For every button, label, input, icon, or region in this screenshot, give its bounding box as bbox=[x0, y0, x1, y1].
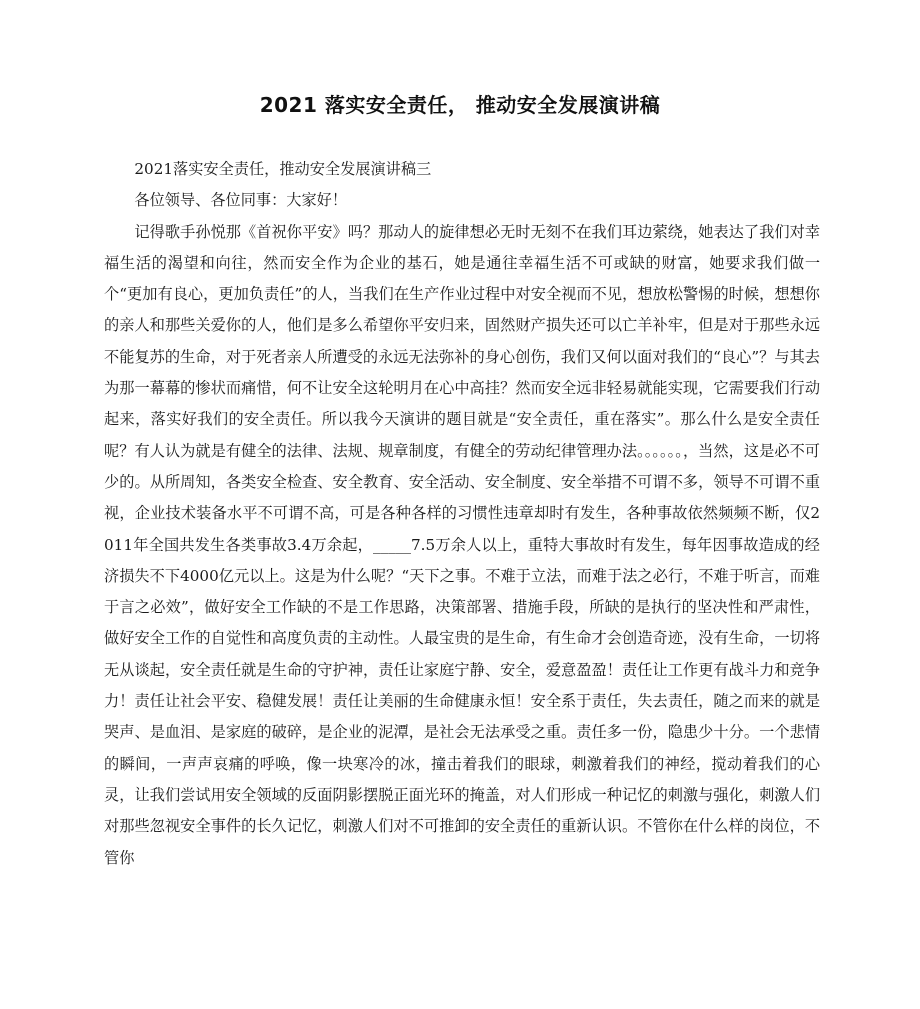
greeting-paragraph: 各位领导、各位同事：大家好！ bbox=[134, 191, 348, 210]
document-title: 2021 落实安全责任， 推动安全发展演讲稿 bbox=[259, 93, 661, 117]
document-body bbox=[104, 154, 820, 874]
subtitle-paragraph: 2021落实安全责任，推动安全发展演讲稿三 bbox=[134, 160, 432, 178]
speech-paragraph: 记得歌手孙悦那《首祝你平安》吗？那动人的旋律想必无时无刻不在我们耳边萦绕，她表达了我们对幸福生活的渴望和向往，然而安全作为企业的基石，她是通往幸福生活不可或缺的财富，她要求我们做一个“更加有良心，更加负责任”的人，当我们在生产作业过程中对安全视而不见，想放松警惕的时候，想想你的亲人和那些关爱你的人，他们是多么希望你平安归来，固然财产损失还可以亡羊补牢，但是对于那些永远不能复苏的生命，对于死者亲人所遭受的永远无法弥补的身心创伤，我们又何以面对我们的“良心”？与其去为那一幕幕的惨状而痛惜，何不让安全这轮明月在心中高挂？然而安全远非轻易就能实现，它需要我们行动起来，落实好我们的安全责任。所以我今天演讲的题目就是“安全责任，重在落实”。那么什么是安全责任呢？有人认为就是有健全的法律、法规、规章制度，有健全的劳动纪律管理办法。。。。。。，当然，这是必不可少的。从所周知，各类安全检查、安全教育、安全活动、安全制度、安全举措不可谓不多，领导不可谓不重视，企业技术装备水平不可谓不高，可是各种各样的习惯性违章却时有发生，各种事故依然频频不断，仅2011年全国共发生各类事故3.4万余起，_____7.5万余人以上，重特大事故时有发生，每年因事故造成的经济损失不下4000亿元以上。这是为什么呢？“天下之事。不难于立法，而难于法之必行，不难于听言，而难于言之必效”，做好安全工作缺的不是工作思路，决策部署、措施手段，所缺的是执行的坚决性和严肃性，做好安全工作的自觉性和高度负责的主动性。人最宝贵的是生命，有生命才会创造奇迹，没有生命，一切将无从谈起，安全责任就是生命的守护神，责任让家庭宁静、安全，爱意盈盈！责任让工作更有战斗力和竞争力！责任让社会平安、稳健发展！责任让美丽的生命健康永恒！安全系于责任，失去责任，随之而来的就是哭声、是血泪、是家庭的破碎，是企业的泥潭，是社会无法承受之重。责任多一份，隐患少十分。一个悲情的瞬间，一声声哀痛的呼唤，像一块寒冷的冰，撞击着我们的眼球，刺激着我们的神经，搅动着我们的心灵，让我们尝试用安全领域的反面阴影摆脱正面光环的掩盖，对人们形成一种记忆的刺激与强化，刺激人们对那些忽视安全事件的长久记忆，刺激人们对不可推卸的安全责任的重新认识。不管你在什么样的岗位，不管你 bbox=[104, 222, 820, 867]
